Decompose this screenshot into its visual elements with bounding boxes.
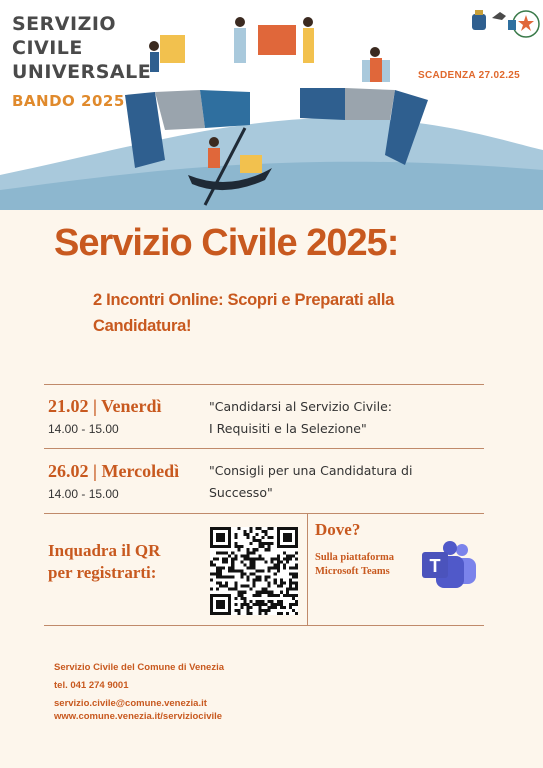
logo-line: UNIVERSALE bbox=[12, 61, 152, 83]
qr-instructions-line: per registrarti: bbox=[48, 563, 157, 582]
microsoft-teams-icon bbox=[420, 540, 480, 590]
website-link[interactable]: www.comune.venezia.it/serviziocivile bbox=[54, 711, 223, 722]
bando-label: BANDO 2025 bbox=[12, 92, 125, 110]
event-description-line: "Consigli per una Candidatura di bbox=[209, 463, 413, 478]
lion-icon bbox=[492, 12, 506, 20]
servizio-civile-logo-text bbox=[12, 12, 151, 84]
flag-icon bbox=[508, 20, 516, 30]
phone-number: tel. 041 274 9001 bbox=[54, 680, 129, 691]
logo-line: SERVIZIO bbox=[12, 13, 117, 35]
email-link[interactable]: servizio.civile@comune.venezia.it bbox=[54, 698, 207, 709]
vertical-divider bbox=[307, 513, 308, 625]
page-title: Servizio Civile 2025: bbox=[54, 222, 399, 264]
divider bbox=[44, 625, 484, 626]
event-date: 26.02 | Mercoledì bbox=[48, 461, 180, 481]
divider bbox=[44, 448, 484, 449]
where-line: Sulla piattaforma bbox=[315, 552, 395, 563]
logo-line: CIVILE bbox=[12, 37, 83, 59]
hero-banner bbox=[0, 0, 543, 210]
divider bbox=[44, 513, 484, 514]
where-heading: Dove? bbox=[315, 520, 361, 539]
event-time: 14.00 - 15.00 bbox=[48, 487, 119, 501]
event-description-line: Successo" bbox=[209, 485, 273, 500]
event-description-line: I Requisiti e la Selezione" bbox=[209, 421, 367, 436]
event-date: 21.02 | Venerdì bbox=[48, 396, 162, 416]
deadline-label: SCADENZA 27.02.25 bbox=[418, 70, 520, 81]
event-time: 14.00 - 15.00 bbox=[48, 422, 119, 436]
org-name: Servizio Civile del Comune di Venezia bbox=[54, 662, 224, 673]
institutional-logos bbox=[470, 6, 540, 42]
where-line: Microsoft Teams bbox=[315, 566, 390, 577]
page-subtitle: 2 Incontri Online: Scopri e Preparati alla Candidatura! bbox=[93, 291, 394, 335]
where-details bbox=[315, 551, 394, 579]
coat-of-arms-icon bbox=[472, 10, 486, 30]
event-description bbox=[209, 396, 392, 440]
divider bbox=[44, 384, 484, 385]
qr-instructions bbox=[48, 540, 160, 584]
qr-code-icon[interactable] bbox=[210, 527, 298, 615]
event-description-line: "Candidarsi al Servizio Civile: bbox=[209, 399, 393, 414]
servizio-civile-logo-icon bbox=[513, 11, 539, 37]
event-description bbox=[209, 460, 412, 504]
svg-text:T: T bbox=[429, 556, 441, 576]
contact-footer bbox=[54, 662, 224, 729]
qr-instructions-line: Inquadra il QR bbox=[48, 541, 161, 560]
